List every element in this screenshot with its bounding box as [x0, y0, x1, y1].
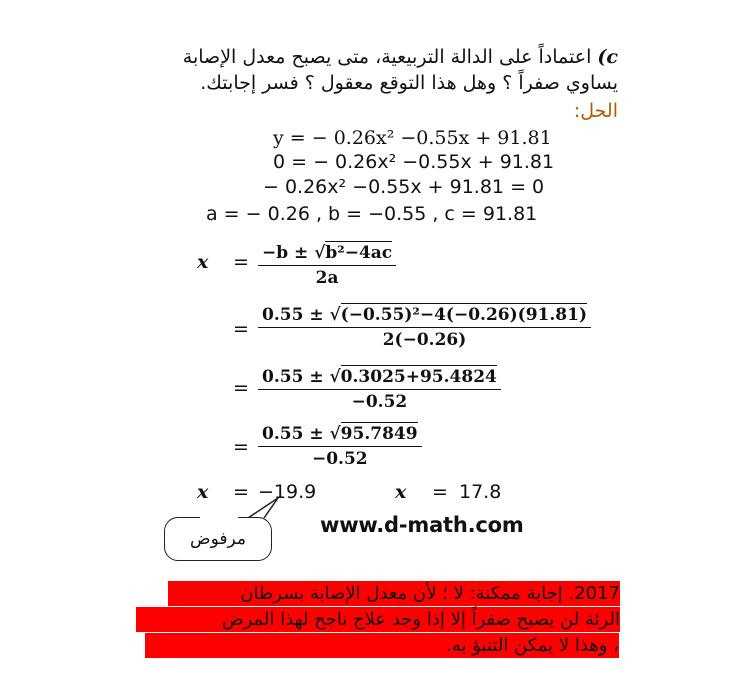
step3-numerator-prefix: 0.55 ± √ [262, 367, 341, 387]
question-text [138, 44, 618, 96]
step2-radicand: (−0.55)²−4(−0.26)(91.81) [340, 305, 587, 325]
step4-radicand: 95.7849 [340, 424, 418, 444]
step2-numerator-prefix: 0.55 ± √ [262, 305, 341, 325]
equals-sign-2: = [233, 318, 249, 340]
step1-numerator-prefix: −b ± √ [262, 243, 326, 263]
fraction-step-4 [258, 424, 422, 469]
fraction-step-1 [258, 243, 396, 288]
equation-1: y = − 0.26x² −0.55x + 91.81 [273, 127, 552, 149]
step2-denominator: 2(−0.26) [382, 330, 467, 350]
question-line-2: يساوي صفراً ؟ وهل هذا التوقع معقول ؟ فسر إجابتك. [200, 72, 618, 94]
root-1-value: −19.9 [258, 481, 317, 503]
step1-radicand: b²−4ac [325, 243, 393, 263]
root-1-variable: x [197, 481, 209, 503]
step3-radicand: 0.3025+95.4824 [340, 367, 497, 387]
equals-sign-4: = [233, 436, 249, 458]
x-variable: x [197, 251, 209, 273]
equation-2: 0 = − 0.26x² −0.55x + 91.81 [273, 151, 555, 173]
question-label: c) [597, 46, 618, 68]
step3-denominator: −0.52 [351, 392, 408, 412]
question-line-1: اعتماداً على الدالة التربيعية، متى يصبح معدل الإصابة [182, 46, 592, 68]
root-2-equals: = [432, 481, 448, 503]
root-1-equals: = [233, 481, 249, 503]
answer-line-1: 2017. إجابة ممكنة: لا ؛ لأن معدل الإصابة بسرطان [168, 581, 620, 606]
step4-numerator-prefix: 0.55 ± √ [262, 424, 341, 444]
equals-sign-3: = [233, 377, 249, 399]
answer-line-3: ، وهذا لا يمكن التنبؤ به. [145, 633, 619, 658]
watermark-url: www.d-math.com [320, 513, 524, 537]
step4-denominator: −0.52 [311, 449, 368, 469]
root-2-value: 17.8 [459, 481, 502, 503]
equals-sign-1: = [233, 251, 249, 273]
fraction-step-2 [258, 305, 591, 350]
solution-label: الحل: [573, 100, 618, 122]
coefficients: a = − 0.26 , b = −0.55 , c = 91.81 [206, 203, 538, 225]
fraction-step-3 [258, 367, 501, 412]
rejected-callout: مرفوض [164, 517, 272, 561]
equation-3: − 0.26x² −0.55x + 91.81 = 0 [263, 176, 545, 198]
answer-line-2: الرئة لن يصبح صفراً إلا إذا وجد علاج ناجح لهذا المرض [136, 607, 620, 632]
step1-denominator: 2a [315, 268, 339, 288]
root-2-variable: x [395, 481, 407, 503]
